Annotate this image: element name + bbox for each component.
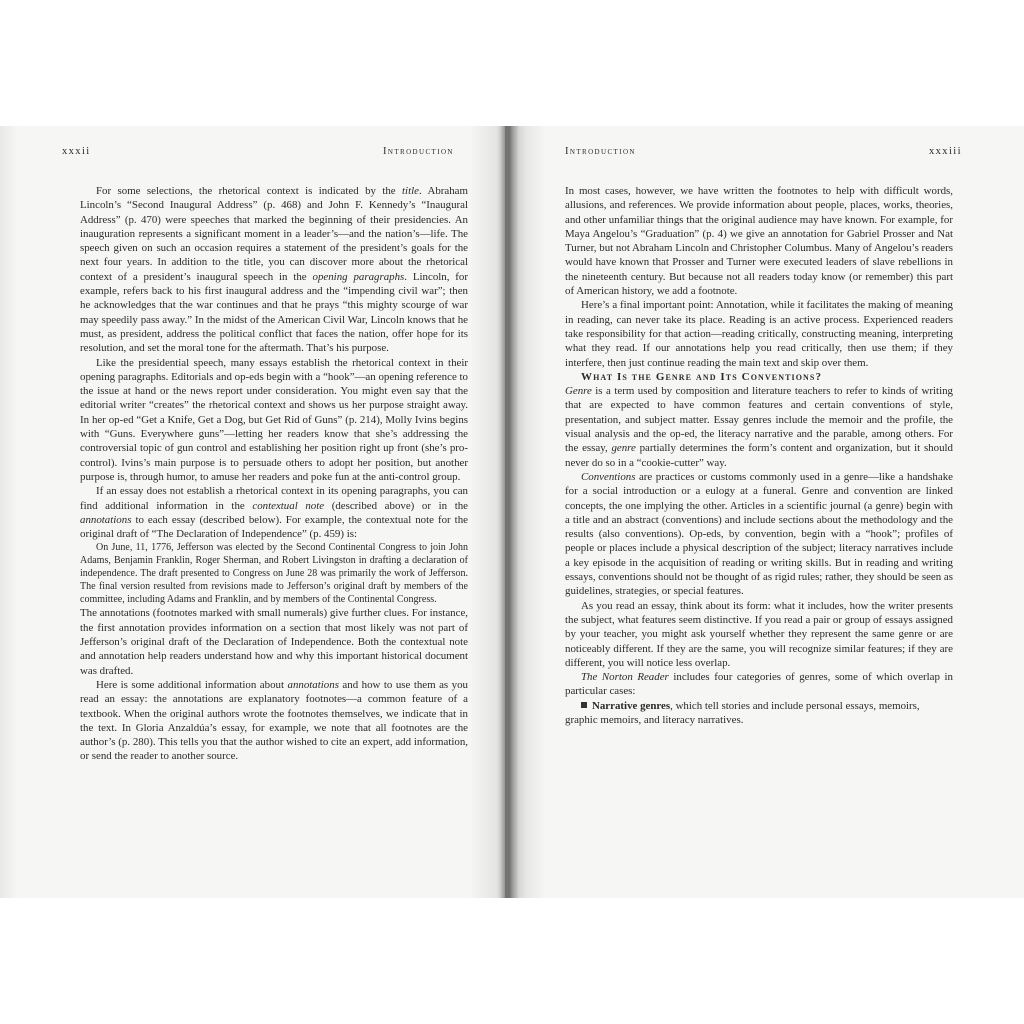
running-head: Introduction [383,146,454,157]
block-quote: On June, 11, 1776, Jefferson was elected by the Second Continental Congress to join John Adams, Benjamin Franklin, Roger Sherman, and Robert Livingston in drafting a declaration of independence. The draft presented to Congress on June 28 was primarily the work of Jefferson. The final version resulted from revisions made to Jefferson’s original draft by members of the committee, including Adams and Franklin, and by members of the Continental Congress. [80,542,468,606]
bullet-item: Narrative genres, which tell stories and include personal essays, memoirs, graphic memoirs, and literacy narratives. [565,699,920,726]
right-body-text [565,184,953,727]
paragraph: Here’s a final important point: Annotation, while it facilitates the making of meaning in reading, can never take its place. Reading is an active process. Experienced readers take responsibility for that action—reading critically, constructing meaning, interpreting what they read. If our annotations help you read critically, then use them; if they interfere, then just continue reading the main text and skip over them. [565,299,953,369]
right-page [505,126,1024,898]
running-head: Introduction [565,146,636,157]
paragraph: The annotations (footnotes marked with small numerals) give further clues. For instance, the first annotation provides information on a section that most likely was not part of Jefferson’s original draft of the Declaration of Independence. Both the contextual note and annotation help readers understand how and why this important historical document was drafted. [80,607,468,677]
section-heading: What Is the Genre and Its Conventions? [581,370,823,383]
gutter-shadow [497,126,519,898]
page-number: xxxii [62,146,91,157]
paragraph: Like the presidential speech, many essays establish the rhetorical context in their opening paragraphs. Editorials and op-eds begin with a “hook”—an opening reference to the issue at hand or the news report under consideration. You might even say that the editorial writer “creates” the rhetorical context and shows us her purpose straight away. In her op-ed “Get a Knife, Get a Dog, but Get Rid of Guns” (p. 214), Molly Ivins begins with “Guns. Everywhere guns”—letting her readers know that she’s addressing the controversial topic of gun control and establishing her position right up front (she’s pro-control). Ivins’s main purpose is to persuade others to adopt her position, but another purpose is, through humor, to amuse her readers and poke fun at the anti-control group. [80,356,468,483]
paragraph: In most cases, however, we have written the footnotes to help with difficult words, allusions, and references. We provide information about people, places, works, theories, and other unfamiliar things that the original audience may have known. For example, for Maya Angelou’s “Graduation” (p. 4) we give an annotation for Gabriel Prosser and Nat Turner, but not Abraham Lincoln and Christopher Columbus. Many of Angelou’s readers would have known that Prosser and Turner were executed leaders of slave rebellions in the nineteenth century. But because not all readers today know (or remember) this part of American history, we add a footnote. [565,185,953,298]
paragraph: For some selections, the rhetorical context is indicated by the title. Abraham Lincoln’s “Second Inaugural Address” (p. 468) and John F. Kennedy’s “Inaugural Address” (p. 470) were speeches that marked the beginning of their presidencies. An inauguration represents a significant moment in a leader’s—and the nation’s—life. The speech given on such an occasion requires a statement of the president’s goals for the next four years. In addition to the title, you can discover more about the rhetorical context of a president’s inaugural speech in the opening paragraphs. Lincoln, for example, refers back to his first inaugural address and the “impending civil war”; then he acknowledges that the war continues and that he prays “this mighty scourge of war may speedily pass away.” In the midst of the American Civil War, Lincoln knows that he must, as president, address the political conflict that faces the nation, offer hope for its resolution, and set the moral tone for the aftermath. That’s his purpose. [80,185,469,355]
paragraph: Genre is a term used by composition and literature teachers to refer to kinds of writing that are expected to have common features and certain conventions of style, presentation, and subject matter. Essay genres include the memoir and the profile, the visual analysis and the op-ed, the literacy narrative and the parable, among others. For the essay, genre partially determines the form’s content and organization, but it should never do so in a “cookie-cutter” way. [565,385,953,469]
book-spread [0,126,1024,898]
paragraph: The Norton Reader includes four categories of genres, some of which overlap in particular cases: [565,671,953,698]
page-number: xxxiii [929,146,962,157]
left-page [0,126,505,898]
paragraph: Here is some additional information about annotations and how to use them as you read an essay: the annotations are explanatory footnotes—a common feature of a textbook. When the original authors wrote the footnotes themselves, we indicate that in the text. In Gloria Anzaldúa’s essay, for example, we note that all footnotes are the author’s (p. 280). This tells you that the author wished to cite an expert, add information, or send the reader to another source. [80,678,468,763]
left-body-text [80,184,468,764]
bullet-square-icon [581,702,587,708]
paragraph: As you read an essay, think about its form: what it includes, how the writer presents the subject, what features seem distinctive. If you read a pair or group of essays assigned by your teacher, you might ask yourself whether they represent the same genre or are noticeably different. If they are the same, you will recognize similar features; if they are different, you will notice less overlap. [565,599,953,669]
paragraph: Conventions are practices or customs commonly used in a genre—like a handshake for a social introduction or a eulogy at a funeral. Genre and convention are linked concepts, the one implying the other. Articles in a scientific journal (a genre) begin with a title and an abstract (conventions) and include sections about the methodology and the results (also conventions). Op-eds, by convention, begin with a “hook”; profiles of people or places include a physical description of the subject; literacy narratives include a key episode in the acquisition of reading or writing skills. But in reading and writing essays, conventions should not be thought of as rigid rules; rather, they should be seen as guidelines, strategies, or special features. [565,470,953,598]
paragraph: If an essay does not establish a rhetorical context in its opening paragraphs, you can find additional information in the contextual note (described above) or in the annotations to each essay (described below). For example, the contextual note for the original draft of “The Declaration of Independence” (p. 459) is: [80,485,468,541]
